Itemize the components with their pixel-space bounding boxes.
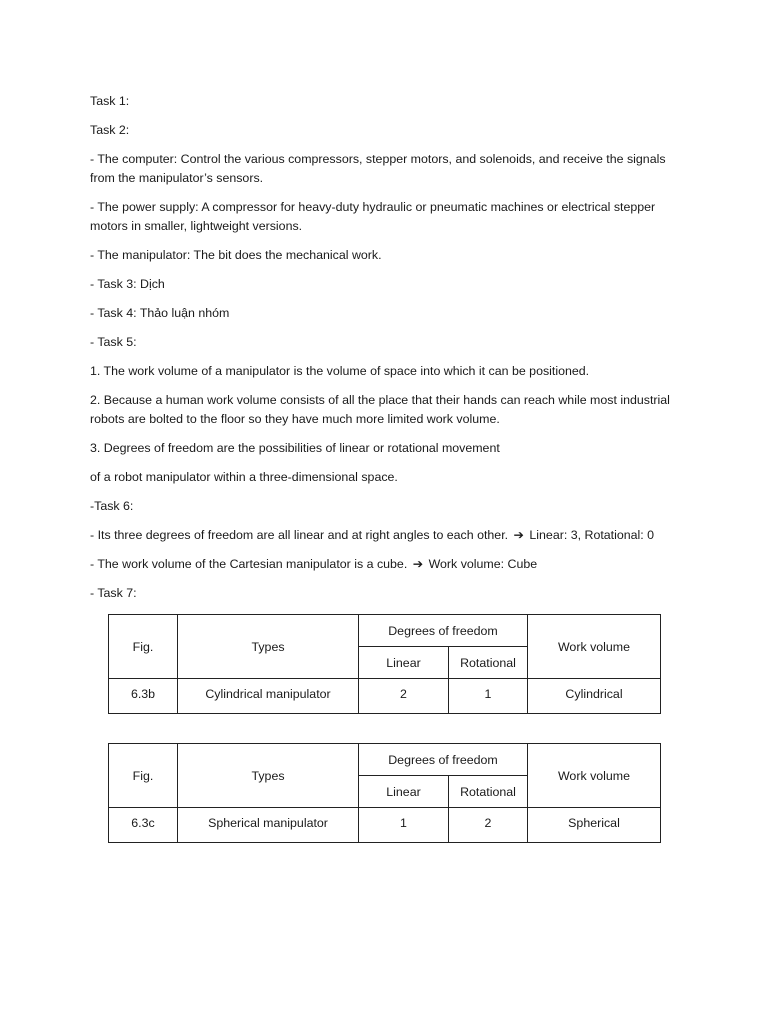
computer-paragraph: - The computer: Control the various compressors, stepper motors, and solenoids, and receive the signals from the manipulator’s sensors. (90, 152, 666, 185)
fig-header: Fig. (109, 615, 178, 679)
work-volume-cell: Spherical (528, 808, 661, 843)
task7-heading: - Task 7: (90, 586, 137, 600)
rotational-header: Rotational (449, 776, 528, 808)
task4-line: - Task 4: Thảo luận nhóm (90, 306, 230, 320)
power-supply-paragraph: - The power supply: A compressor for heavy-duty hydraulic or pneumatic machines or electrical stepper motors in smaller, lightweight versions. (90, 200, 656, 233)
manipulator-paragraph: - The manipulator: The bit does the mechanical work. (90, 248, 382, 262)
types-cell: Cylindrical manipulator (178, 679, 359, 714)
fig-cell: 6.3c (109, 808, 178, 843)
work-volume-header: Work volume (528, 744, 661, 808)
task6-heading: -Task 6: (90, 499, 134, 513)
answer-1: 1. The work volume of a manipulator is the volume of space into which it can be positioned. (90, 364, 590, 378)
linear-header: Linear (359, 647, 449, 679)
types-header: Types (178, 615, 359, 679)
linear-header: Linear (359, 776, 449, 808)
answer-2: 2. Because a human work volume consists of all the place that their hands can reach while most industrial robots are bolted to the floor so they have much more limited work volume. (90, 393, 670, 426)
rotational-header: Rotational (449, 647, 528, 679)
task5-heading: - Task 5: (90, 335, 137, 349)
work-volume-cell: Cylindrical (528, 679, 661, 714)
task6-volume-result: Work volume: Cube (428, 557, 538, 571)
answer-3-line1: 3. Degrees of freedom are the possibilities of linear or rotational movement (90, 441, 500, 455)
task6-dof-result: Linear: 3, Rotational: 0 (529, 528, 655, 542)
task6-volume-line (90, 555, 690, 574)
linear-cell: 1 (359, 808, 449, 843)
arrow-right-icon: ➔ (513, 528, 524, 542)
answer-3-line2: of a robot manipulator within a three-dimensional space. (90, 470, 398, 484)
task1-heading: Task 1: (90, 94, 130, 108)
cylindrical-table (108, 614, 661, 714)
task2-heading: Task 2: (90, 123, 130, 137)
rotational-cell: 2 (449, 808, 528, 843)
task6-volume-text: - The work volume of the Cartesian manipulator is a cube. (90, 557, 408, 571)
table-row (109, 679, 661, 714)
fig-cell: 6.3b (109, 679, 178, 714)
fig-header: Fig. (109, 744, 178, 808)
work-volume-header: Work volume (528, 615, 661, 679)
task6-dof-text: - Its three degrees of freedom are all linear and at right angles to each other. (90, 528, 509, 542)
dof-header: Degrees of freedom (359, 615, 528, 647)
types-header: Types (178, 744, 359, 808)
rotational-cell: 1 (449, 679, 528, 714)
dof-header: Degrees of freedom (359, 744, 528, 776)
table-row (109, 808, 661, 843)
linear-cell: 2 (359, 679, 449, 714)
task6-dof-line (90, 526, 690, 545)
spherical-table (108, 743, 661, 843)
arrow-right-icon: ➔ (412, 557, 424, 571)
types-cell: Spherical manipulator (178, 808, 359, 843)
task3-line: - Task 3: Dịch (90, 277, 165, 291)
